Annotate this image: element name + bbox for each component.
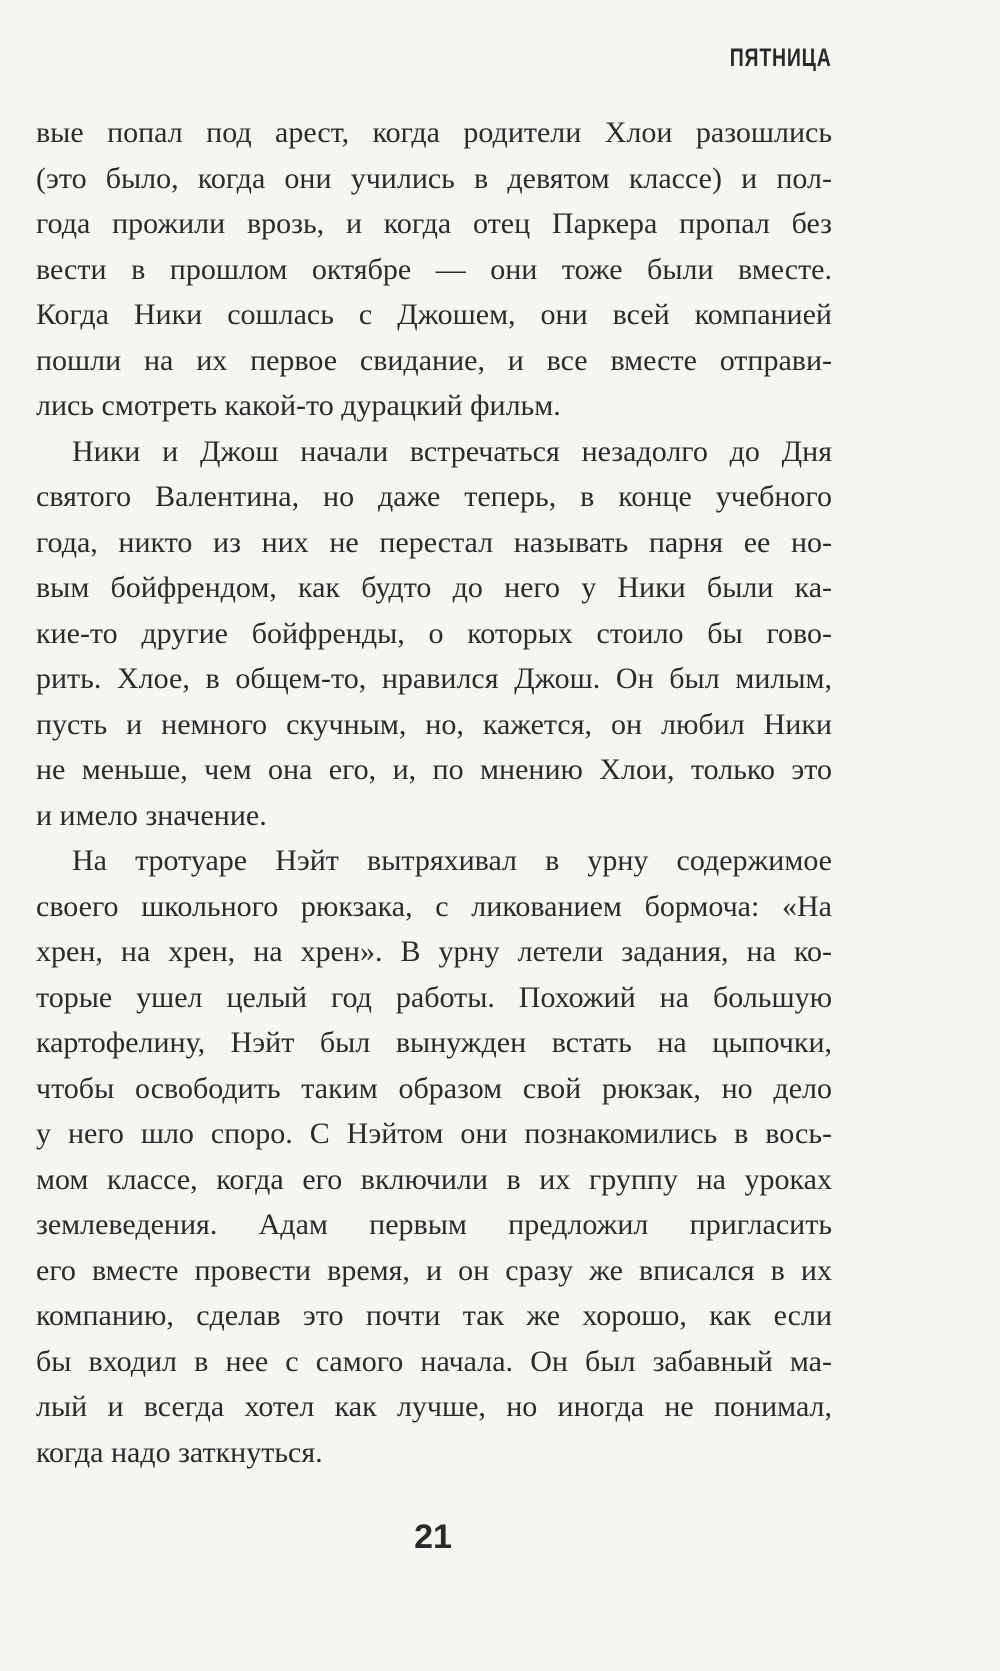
text-line: когда надо заткнуться. xyxy=(36,1435,323,1469)
text-line: хрен, на хрен, на хрен». В урну летели задания, на ко- xyxy=(36,935,832,968)
text-line: На тротуаре Нэйт вытряхивал в урну содержимое xyxy=(72,844,832,877)
text-line: картофелину, Нэйт был вынужден встать на цыпочки, xyxy=(36,1026,832,1059)
text-line: Когда Ники сошлась с Джошем, они всей компанией xyxy=(36,298,832,331)
text-line: святого Валентина, но даже теперь, в конце учебного xyxy=(36,480,832,513)
text-line: бы входил в нее с самого начала. Он был забавный ма- xyxy=(36,1344,832,1378)
text-line: года прожили врозь, и когда отец Паркера пропал без xyxy=(36,207,832,240)
text-line: у него шло споро. С Нэйтом они познакомились в вось- xyxy=(36,1117,832,1150)
text-line: вые попал под арест, когда родители Хлои разошлись xyxy=(36,116,832,149)
text-line: и имело значение. xyxy=(36,798,267,832)
running-head: ПЯТНИЦА xyxy=(730,44,832,72)
text-line: года, никто из них не перестал называть парня ее но- xyxy=(36,525,832,559)
text-line: чтобы освободить таким образом свой рюкзак, но дело xyxy=(36,1071,832,1105)
text-line: кие-то другие бойфренды, о которых стоило бы гово- xyxy=(36,616,832,650)
text-line: торые ушел целый год работы. Похожий на большую xyxy=(36,980,832,1014)
text-line: землеведения. Адам первым предложил пригласить xyxy=(36,1208,832,1241)
text-line: вести в прошлом октябре — они тоже были вместе. xyxy=(36,252,832,286)
paragraph-3 xyxy=(36,838,832,1475)
text-line: его вместе провести время, и он сразу же вписался в их xyxy=(36,1253,832,1287)
text-line: вым бойфрендом, как будто до него у Ники были ка- xyxy=(36,571,832,604)
paragraph-2 xyxy=(36,429,832,839)
text-line: (это было, когда они учились в девятом классе) и пол- xyxy=(36,161,832,195)
text-line: пошли на их первое свидание, и все вместе отправи- xyxy=(36,343,832,377)
body-text xyxy=(36,110,832,1475)
text-line: пусть и немного скучным, но, кажется, он любил Ники xyxy=(36,707,832,741)
text-line: своего школьного рюкзака, с ликованием бормоча: «На xyxy=(36,889,832,923)
text-line: не меньше, чем она его, и, по мнению Хлои, только это xyxy=(36,753,832,786)
text-line: лись смотреть какой-то дурацкий фильм. xyxy=(36,389,561,422)
text-line: мом классе, когда его включили в их группу на уроках xyxy=(36,1162,832,1196)
page-number: 21 xyxy=(414,1518,452,1556)
paragraph-1 xyxy=(36,110,832,429)
text-line: Ники и Джош начали встречаться незадолго до Дня xyxy=(72,434,832,468)
text-line: компанию, сделав это почти так же хорошо, как если xyxy=(36,1299,832,1332)
text-line: лый и всегда хотел как лучше, но иногда не понимал, xyxy=(36,1390,832,1423)
text-line: рить. Хлое, в общем-то, нравился Джош. Он был милым, xyxy=(36,662,832,695)
